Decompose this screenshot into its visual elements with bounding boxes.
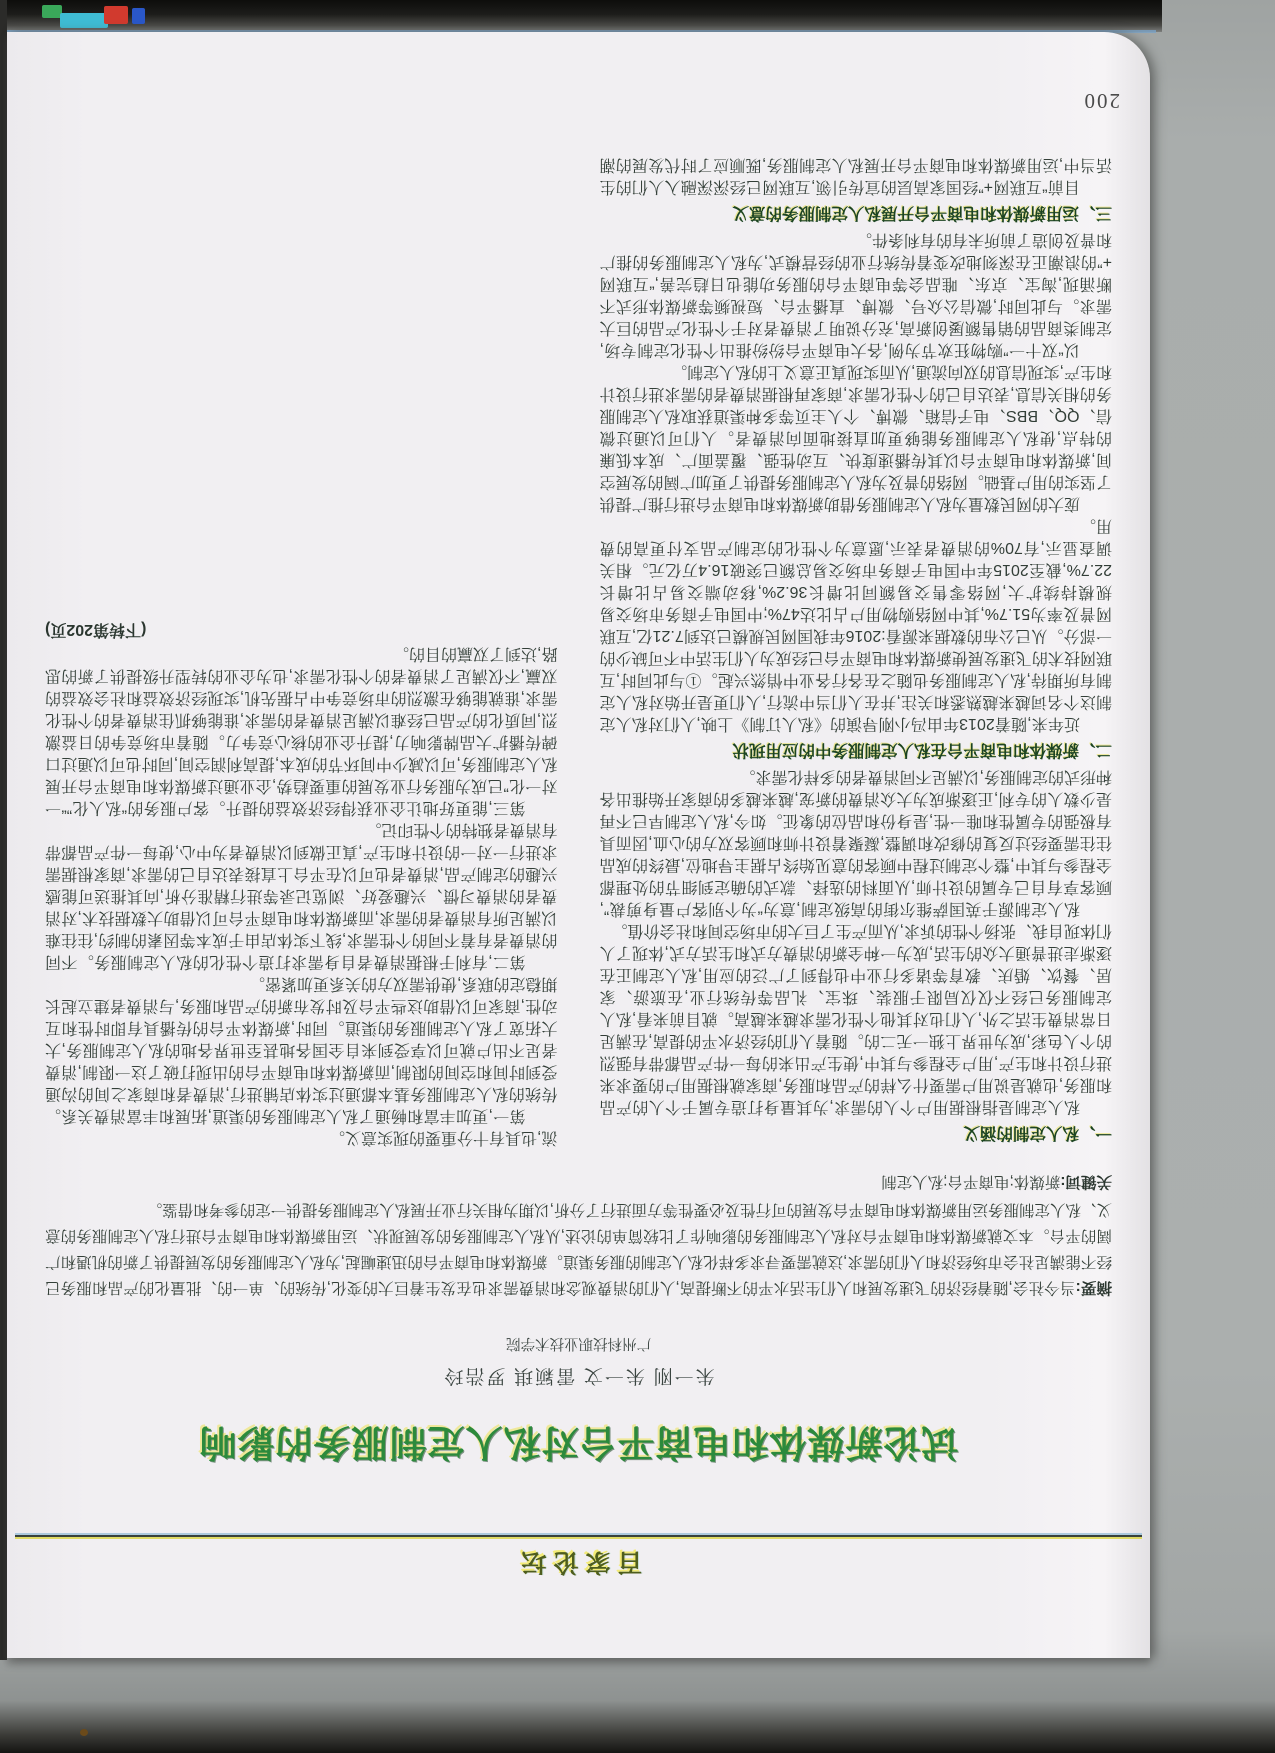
abstract-text: 当今社会,随着经济的飞速发展和人们生活水平的不断提高,人们的消费观念和消费需求也在发生着巨大的变化,传统的、单一的、批量化的产品和服务已经不能满足社会市场经济和人们的需求,这就需要寻求多样化私人定制的服务渠道。新媒体和电商平台的迅速崛起,为私人定制服务的发展提供了新的机遇和广阔的平台。本文就新媒体和电商平台对私人定制服务的影响作了比较简单的论述,从私人定制服务的发展现状、运用新媒体和电商平台进行私人定制服务的意义、私人定制服务运用新媒体和电商平台发展的可行性及必要性等方面进行了分析,以期为相关行业开展私人定制服务提供一定的参考和借鉴。 <box>45 1201 1112 1296</box>
article-body <box>45 136 1112 1148</box>
section-heading: 二、新媒体和电商平台在私人定制服务中的应用现状 <box>732 741 1112 759</box>
body-paragraph: 第二,有利于根据消费者自身需求打造个性化的私人定制服务。不同的消费者有着不同的个性需求,线下实体店由于成本等因素的制约,往往难以满足所有消费者的需求,而新媒体和电商平台可以借助大数据技术,对消费者的消费习惯、兴趣爱好、浏览记录等进行精准分析,向其推送可能感兴趣的定制产品,消费者也可以在平台上直接表达自己的需求,商家根据需求进行一对一的设计和生产,真正做到以消费者为中心,使每一件产品都带有消费者独特的个性印记。 <box>45 821 558 970</box>
body-paragraph: 私人定制是指根据用户个人的需求,为其量身打造专属于个人的产品和服务,也就是说用户需要什么样的产品和服务,商家就根据用户的要求来进行设计和生产,用户全程参与其中,使生产出来的每一件产品都带有强烈的个人色彩,成为世界上独一无二的。随着人们的经济水平的提高,在满足日常消费生活之外,人们也对其他个性化需求越来越高。就目前来看,私人定制服务已经不仅仅局限于服装、珠宝、礼品等传统行业,在旅游、家居、餐饮、婚庆、教育等诸多行业中也得到了广泛的应用,私人定制正在逐渐走进普通大众的生活,成为一种全新的消费方式和生活方式,体现了人们体现自我、张扬个性的诉求,从而产生了巨大的市场空间和社会价值。 <box>599 922 1112 1115</box>
section-heading: 一、私人定制的涵义 <box>963 1124 1112 1142</box>
abstract <box>45 1196 1112 1300</box>
body-paragraph: 第三,能更好地让企业获得经济效益的提升。客户服务的“私人化”“一对一化”已成为服务行业发展的重要趋势,企业通过新媒体和电商平台开展私人定制服务,可以减少中间环节的成本,提高利润空间,同时也可以通过口碑传播扩大品牌影响力,提升企业的核心竞争力。随着市场竞争的日益激烈,同质化的产品已经难以满足消费者的需求,谁能够抓住消费者的个性化需求,谁就能够在激烈的市场竞争中占据先机,实现经济效益和社会效益的双赢,不仅满足了消费者的个性化需求,也为企业的转型升级提供了新的思路,达到了双赢的目的。 <box>45 645 558 816</box>
scan-edge-artifact <box>60 13 108 28</box>
authors-line: 朱一刚 朱一文 雷颖琪 罗浩玲 <box>442 1365 715 1386</box>
abstract-label: 摘要: <box>1075 1279 1112 1296</box>
keywords-text: 新媒体;电商平台;私人定制 <box>881 1173 1061 1190</box>
body-paragraph: 庞大的网民数量为私人定制服务借助新媒体和电商平台进行推广提供了坚实的用户基础。网络的普及为私人定制服务提供了更加广阔的发展空间,新媒体和电商平台以其传播速度快、互动性强、覆盖面广、成本低廉的特点,使私人定制服务能够更加直接地面向消费者。人们可以通过微信、QQ、BBS、电子信箱、微博、个人主页等多种渠道获取私人定制服务的相关信息,表达自己的个性化需求,商家再根据消费者的需求进行设计和生产,实现信息的双向流通,从而实现真正意义上的私人定制。 <box>599 363 1112 512</box>
journal-section-label: 百家论坛 <box>514 1548 643 1576</box>
body-paragraph: 目前“互联网+”经国家高层的宣传引领,互联网已经深深融入人们的生活当中,运用新媒体和电商平台开展私人定制服务,既顺应了时代发展的潮流,也具有十分重要的现实意义。 <box>329 156 1112 1146</box>
scan-edge-artifact <box>104 6 128 24</box>
body-paragraph: 近年来,随着2013年由冯小刚导演的《私人订制》上映,人们对私人定制这个名词越来越熟悉和关注,并在人们当中流行,人们更是开始对私人定制有所期待,私人定制服务也随之在各行各业中悄然兴起。①与此同时,互联网技术的飞速发展使新媒体和电商平台已经成为人们生活中不可缺少的一部分。从已公布的数据来源看:2016年我国网民规模已达到7.21亿,互联网普及率为51.7%,其中网络购物用户占比达47%;中国电子商务市场交易规模持续扩大,网络零售交易额同比增长36.2%,移动端交易占比增长22.7%,截至2015年中国电子商务市场交易总额已突破16.4万亿元。相关调查显示,有70%的消费者表示,愿意为个性化的定制产品支付更高的费用。 <box>599 517 1112 732</box>
keywords-line <box>45 1168 1112 1194</box>
body-paragraph: 以“双十一”购物狂欢节为例,各大电商平台纷纷推出个性化定制专场,定制类商品的销售额屡创新高,充分说明了消费者对于个性化产品的巨大需求。与此同时,微信公众号、微博、直播平台、短视频等新媒体形式不断涌现,淘宝、京东、唯品会等电商平台的服务功能也日趋完善,“互联网+”的浪潮正在深刻地改变着传统行业的经营模式,为私人定制服务的推广和普及创造了前所未有的有利条件。 <box>599 231 1112 358</box>
scan-speck <box>80 1729 88 1736</box>
section-heading: 三、运用新媒体和电商平台开展私人定制服务的意义 <box>732 204 1112 222</box>
body-paragraph: 第一,更加丰富和畅通了私人定制服务的渠道,拓展和丰富消费关系。传统的私人定制服务基本都通过实体店铺进行,消费者和商家之间的沟通受到时间和空间的限制,而新媒体和电商平台的出现打破了这一限制,消费者足不出户就可以享受到来自全国各地甚至世界各地的私人定制服务,大大拓宽了私人定制服务的渠道。同时,新媒体平台的传播具有即时性和互动性,商家可以借助这些平台及时发布新的产品和服务,与消费者建立起长期稳定的联系,使供需双方的关系更加紧密。 <box>45 975 558 1124</box>
keywords-label: 关键词: <box>1060 1173 1112 1190</box>
page-content-rotated-180 <box>7 32 1150 1658</box>
header-rule <box>15 1535 1142 1537</box>
continuation-note: (下转第202页) <box>45 621 147 638</box>
scanned-page <box>7 32 1150 1658</box>
article-title: 试论新媒体和电商平台对私人定制服务的影响 <box>198 1422 959 1463</box>
body-paragraph: 私人定制源于英国萨维尔街的高级定制,意为“为个别客户量身剪裁”,顾客享有自己专属的设计师,从面料的选择、款式的确定到细节的处理都全程参与其中,整个定制过程中顾客的意见始终占据主导地位,最终的成品往往需要经过反复的修改和调整,凝聚着设计师和顾客双方的心血,因而具有极强的专属性和唯一性,是身份和品位的象征。如今,私人定制早已不再是少数人的专利,正逐渐成为大众消费的新宠,越来越多的商家开始推出各种形式的定制服务,以满足不同消费者的多样化需求。 <box>599 768 1112 917</box>
scan-edge-artifact <box>132 8 145 24</box>
scan-edge-artifact <box>42 5 62 18</box>
book-gutter-shadow <box>0 0 1162 32</box>
page-number: 200 <box>1082 89 1120 113</box>
binding-edge <box>0 0 7 1660</box>
affiliation-line: 广州科技职业技术学院 <box>506 1335 651 1351</box>
